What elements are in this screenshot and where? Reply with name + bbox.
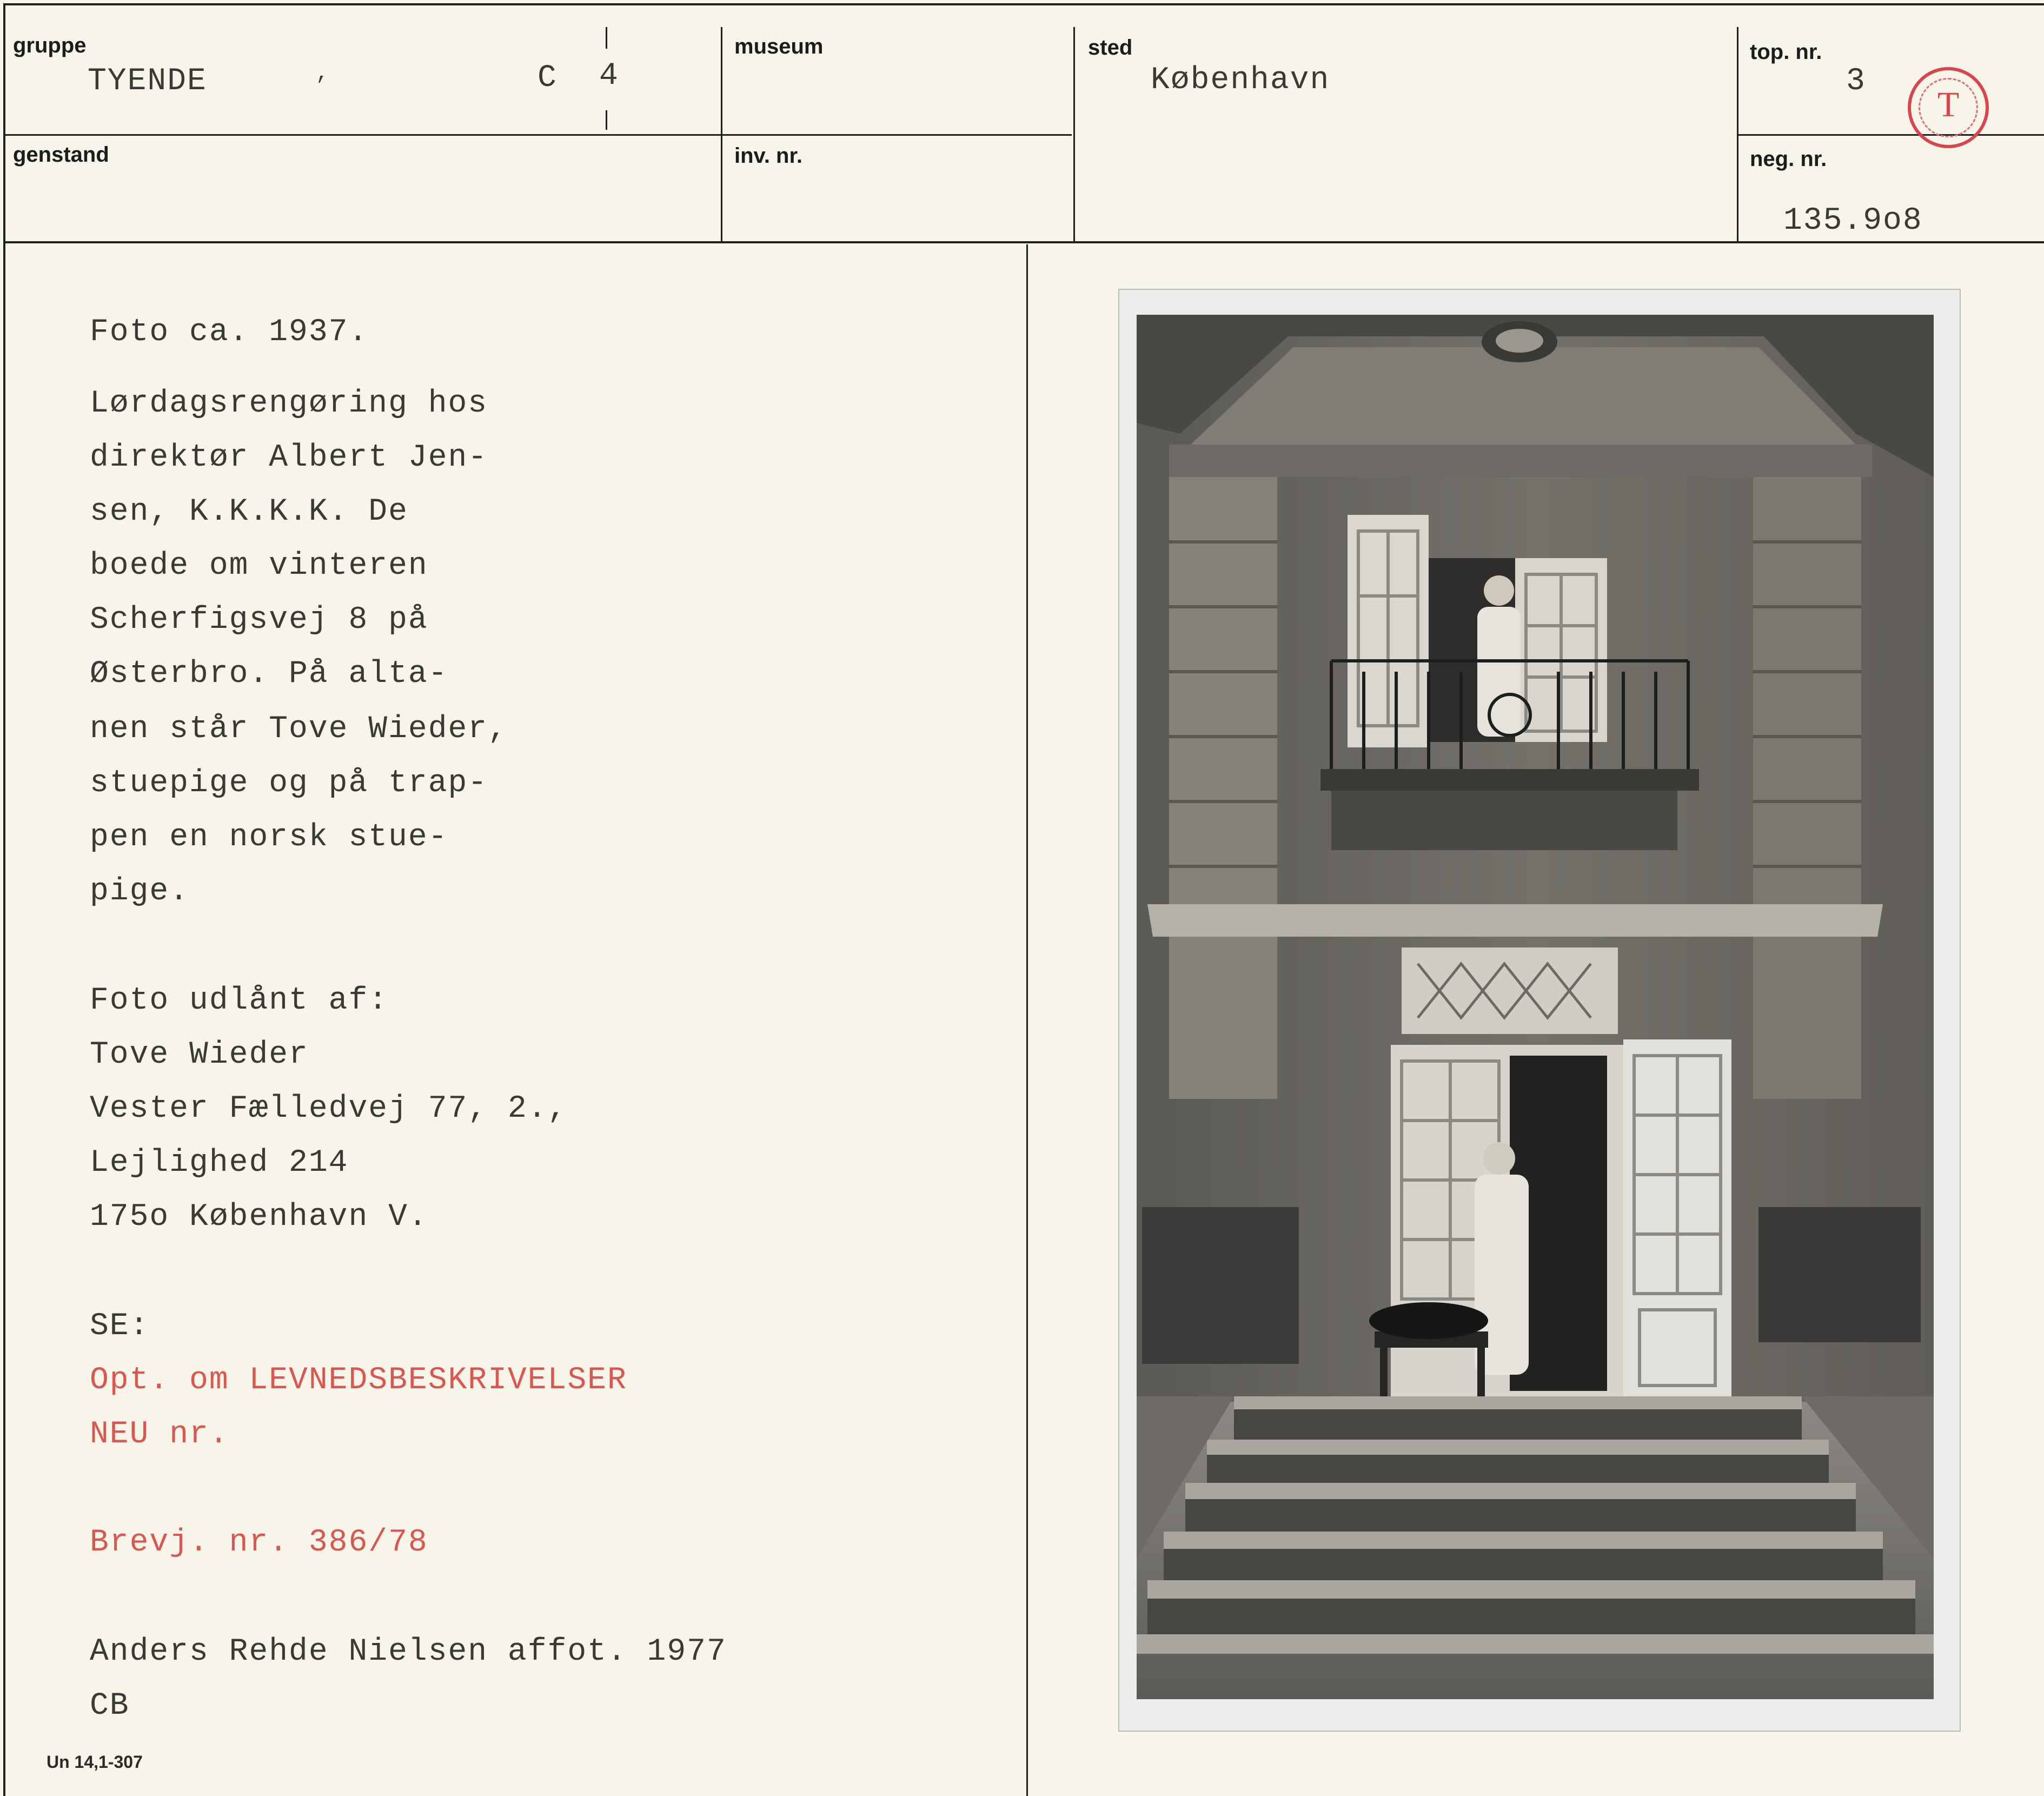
body-divider (1026, 244, 1028, 1796)
top-nr-value: 3 (1846, 64, 1866, 99)
text-line: Foto ca. 1937. (90, 315, 369, 350)
header-divider-2 (1073, 27, 1075, 241)
text-line: boede om vinteren (90, 548, 428, 584)
gruppe-code: C (537, 61, 558, 96)
text-line: nen står Tove Wieder, (90, 712, 508, 747)
sted-label: sted (1088, 36, 1133, 59)
text-line: CB (90, 1688, 130, 1724)
neg-nr-value: 135.9o8 (1783, 203, 1923, 238)
text-line: Vester Fælledvej 77, 2., (90, 1091, 568, 1126)
text-line: Foto udlånt af: (90, 983, 389, 1018)
text-line: Brevj. nr. 386/78 (90, 1525, 428, 1560)
gruppe-tick-bottom (606, 110, 607, 130)
gruppe-mark: , (316, 62, 330, 86)
inv-nr-label: inv. nr. (734, 144, 802, 168)
text-line: Anders Rehde Nielsen affot. 1977 (90, 1634, 727, 1669)
text-line: Østerbro. På alta- (90, 657, 448, 692)
text-line: 175o København V. (90, 1199, 428, 1235)
genstand-label: genstand (13, 143, 109, 167)
text-line: NEU nr. (90, 1417, 229, 1452)
form-code: Un 14,1-307 (47, 1752, 143, 1772)
card-left-border (3, 3, 5, 1796)
text-line: stuepige og på trap- (90, 766, 488, 801)
sted-value: København (1151, 63, 1330, 98)
gruppe-label: gruppe (13, 34, 87, 57)
card-top-border (3, 3, 2044, 5)
museum-label: museum (734, 35, 824, 58)
archive-stamp (1908, 67, 1989, 148)
header-bottom-rule (3, 241, 2044, 243)
gruppe-value: TYENDE (88, 64, 207, 99)
text-line: Tove Wieder (90, 1037, 309, 1072)
gruppe-number: 4 (599, 58, 619, 94)
gruppe-tick-top (606, 27, 607, 49)
header-mid-rule (3, 134, 1072, 136)
text-line: pen en norsk stue- (90, 820, 448, 855)
stamp-letter: T (1937, 85, 1960, 124)
text-line: Scherfigsvej 8 på (90, 602, 428, 638)
text-line: pige. (90, 874, 190, 909)
photograph (1137, 315, 1934, 1699)
text-line: Lejlighed 214 (90, 1145, 349, 1181)
text-line: direktør Albert Jen- (90, 440, 488, 475)
top-nr-label: top. nr. (1750, 40, 1822, 64)
text-line: SE: (90, 1309, 150, 1344)
neg-nr-label: neg. nr. (1750, 147, 1827, 171)
text-line: Lørdagsrengøring hos (90, 386, 488, 421)
header-divider-1 (721, 27, 722, 241)
text-line: sen, K.K.K.K. De (90, 494, 408, 529)
header-mid-rule-right (1737, 134, 2044, 136)
text-line: Opt. om LEVNEDSBESKRIVELSER (90, 1363, 627, 1398)
header-divider-3 (1737, 27, 1738, 241)
